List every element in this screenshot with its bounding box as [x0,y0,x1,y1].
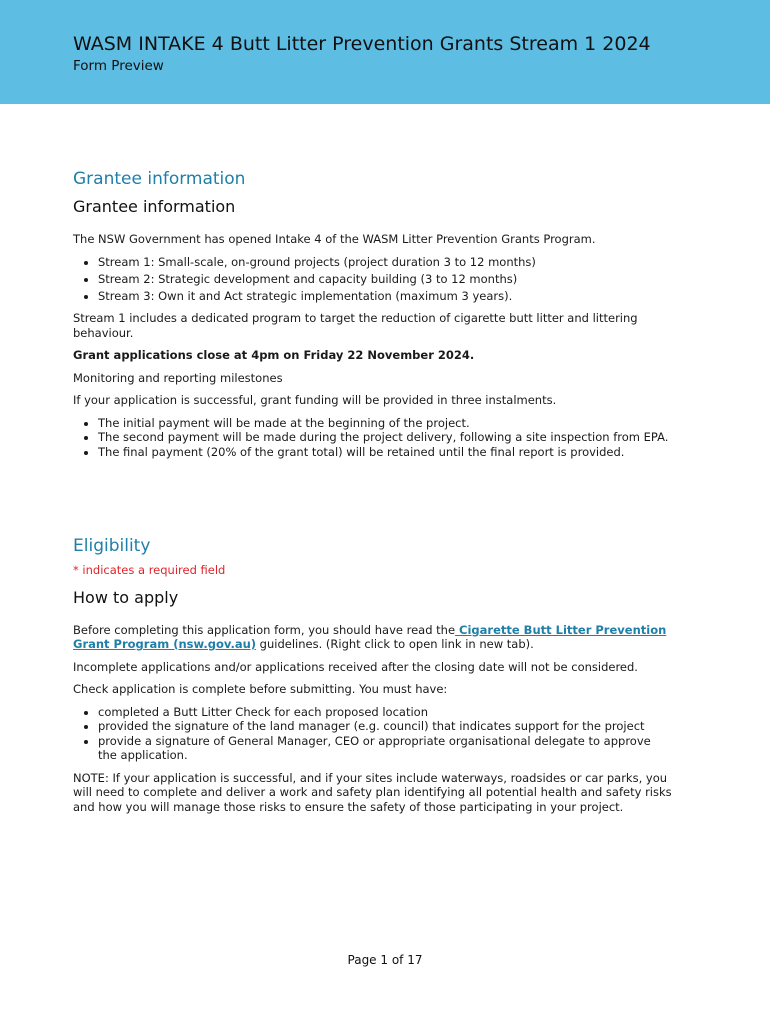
list-item: • provided the signature of the land manager (e.g. council) that indicates support for the project [98,719,673,734]
form-content [73,168,673,822]
page-number: Page 1 of 17 [347,953,423,967]
close-date: Grant applications close at 4pm on Friday 22 November 2024. [73,348,475,362]
intro-paragraph: The NSW Government has opened Intake 4 of the WASM Litter Prevention Grants Program. [73,232,596,246]
list-item: • completed a Butt Litter Check for each proposed location [98,705,673,720]
list-item: • The initial payment will be made at the beginning of the project. [98,416,673,431]
grantee-section-title: Grantee information [73,169,246,189]
guidelines-paragraph [73,623,673,652]
monitoring-heading: Monitoring and reporting milestones [73,370,283,385]
guidelines-after-text: guidelines. (Right click to open link in new tab). [256,637,534,651]
list-item: • Stream 1: Small-scale, on-ground projects (project duration 3 to 12 months) [98,255,673,270]
required-field-note: * indicates a required field [73,563,226,577]
form-subtitle: Form Preview [73,58,164,74]
list-item: • The final payment (20% of the grant total) will be retained until the final report is provided. [98,445,673,460]
section-spacer [73,467,673,535]
how-to-apply-title: How to apply [73,587,179,607]
checklist-intro: Check application is complete before submitting. You must have: [73,682,448,696]
checklist [73,705,673,763]
form-header [0,0,770,104]
eligibility-section-title: Eligibility [73,536,151,556]
safety-note: NOTE: If your application is successful, and if your sites include waterways, roadsides or car parks, you will need to complete and deliver a work and safety plan identifying all potential health and safety risks and how you will manage those risks to ensure the safety of those participating in your project. [73,770,672,814]
grantee-sub-title: Grantee information [73,197,236,216]
guidelines-before-text: Before completing this application form, you should have read the [73,622,456,637]
streams-list [73,255,673,304]
payments-list [73,416,673,460]
list-item: • provide a signature of General Manager, CEO or appropriate organisational delegate to approve the application. [98,734,673,763]
list-item: • Stream 3: Own it and Act strategic implementation (maximum 3 years). [98,289,673,304]
instalments-intro: If your application is successful, grant funding will be provided in three instalments. [73,393,557,407]
stream1-note: Stream 1 includes a dedicated program to target the reduction of cigarette butt litter and littering behaviour. [73,311,638,340]
guidelines-link[interactable]: Cigarette Butt Litter Prevention Grant Program (nsw.gov.au) [73,622,667,651]
incomplete-note: Incomplete applications and/or applications received after the closing date will not be considered. [73,659,638,674]
form-title: WASM INTAKE 4 Butt Litter Prevention Grants Stream 1 2024 [73,33,651,55]
list-item: • Stream 2: Strategic development and capacity building (3 to 12 months) [98,272,673,287]
list-item: • The second payment will be made during the project delivery, following a site inspection from EPA. [98,430,673,445]
